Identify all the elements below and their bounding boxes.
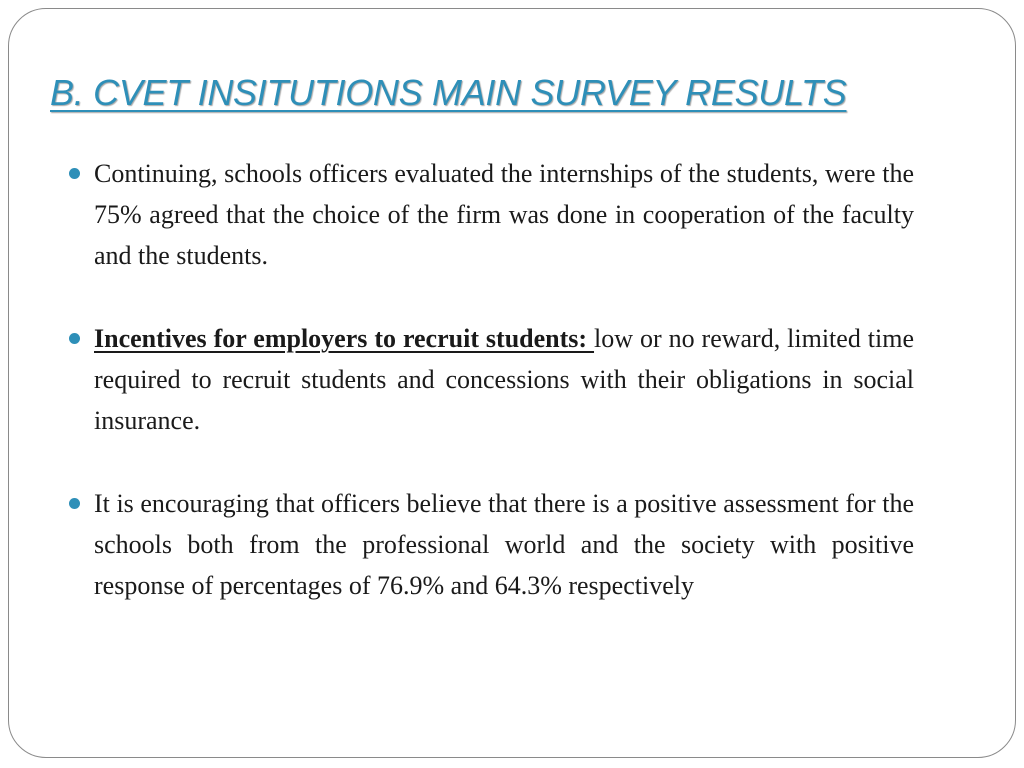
bullet-item-internship-evaluation — [66, 153, 914, 276]
bullet-text: low or no reward, limited time required to recruit students and concessions with their obligations in social insurance. — [94, 324, 914, 435]
bullet-item-positive-assessment — [66, 483, 914, 606]
bullet-dot-icon — [69, 168, 80, 179]
bullet-text: It is encouraging that officers believe that there is a positive assessment for the schools both from the professional world and the society with positive response of percentages of 76.9% and 64.3% respectively — [94, 489, 914, 600]
slide-title: B. CVET INSITUTIONS MAIN SURVEY RESULTS — [50, 72, 847, 113]
bullet-text: Continuing, schools officers evaluated the internships of the students, were the 75% agreed that the choice of the firm was done in cooperation of the faculty and the students. — [94, 159, 914, 270]
bullet-dot-icon — [69, 498, 80, 509]
bullet-lead-heading: Incentives for employers to recruit students: — [94, 324, 595, 353]
bullet-list — [66, 153, 914, 606]
bullet-dot-icon — [69, 333, 80, 344]
bullet-item-employer-incentives — [66, 318, 914, 441]
